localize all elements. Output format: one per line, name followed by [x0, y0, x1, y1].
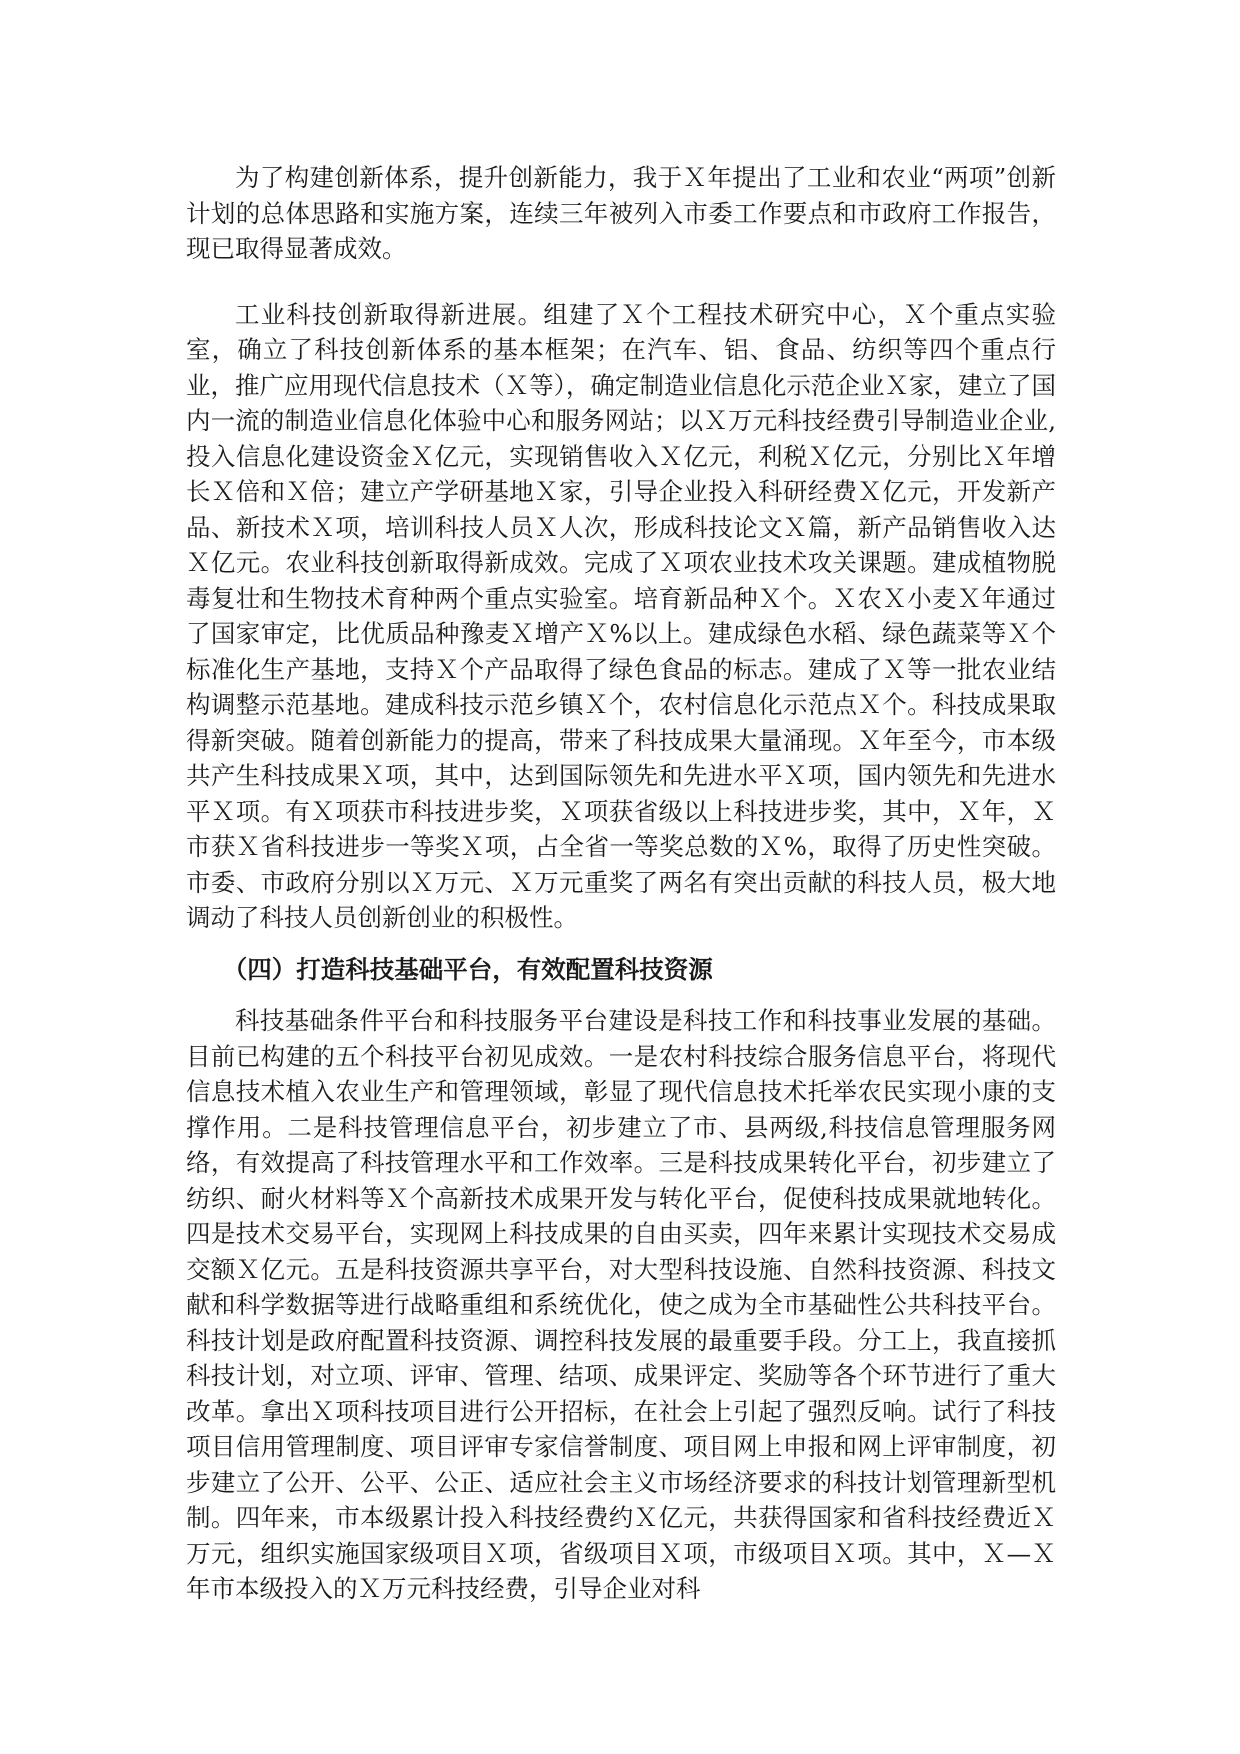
- intro-paragraph: 为了构建创新体系，提升创新能力，我于Ｘ年提出了工业和农业“两项”创新计划的总体思路和实施方案，连续三年被列入市委工作要点和市政府工作报告，现已取得显著成效。: [186, 163, 1056, 263]
- platform-paragraph: 科技基础条件平台和科技服务平台建设是科技工作和科技事业发展的基础。目前已构建的五个科技平台初见成效。一是农村科技综合服务信息平台，将现代信息技术植入农业生产和管理领域，彰显了现代信息技术托举农民实现小康的支撑作用。二是科技管理信息平台，初步建立了市、县两级,科技信息管理服务网络，有效提高了科技管理水平和工作效率。三是科技成果转化平台，初步建立了纺织、耐火材料等Ｘ个高新技术成果开发与转化平台，促使科技成果就地转化。四是技术交易平台，实现网上科技成果的自由买卖，四年来累计实现技术交易成交额Ｘ亿元。五是科技资源共享平台，对大型科技设施、自然科技资源、科技文献和科学数据等进行战略重组和系统优化，使之成为全市基础性公共科技平台。科技计划是政府配置科技资源、调控科技发展的最重要手段。分工上，我直接抓科技计划，对立项、评审、管理、结项、成果评定、奖励等各个环节进行了重大改革。拿出Ｘ项科技项目进行公开招标，在社会上引起了强烈反响。试行了科技项目信用管理制度、项目评审专家信誉制度、项目网上申报和网上评审制度，初步建立了公开、公平、公正、适应社会主义市场经济要求的科技计划管理新型机制。四年来，市本级累计投入科技经费约Ｘ亿元，共获得国家和省科技经费近Ｘ万元，组织实施国家级项目Ｘ项，省级项目Ｘ项，市级项目Ｘ项。其中，Ｘ—Ｘ年市本级投入的Ｘ万元科技经费，引导企业对科: [186, 1006, 1056, 1603]
- document-page: [186, 160, 1056, 1607]
- achievements-paragraph: 工业科技创新取得新进展。组建了Ｘ个工程技术研究中心，Ｘ个重点实验室，确立了科技创新体系的基本框架；在汽车、铝、食品、纺织等四个重点行业，推广应用现代信息技术（Ｘ等），确定制造业信息化示范企业Ｘ家，建立了国内一流的制造业信息化体验中心和服务网站；以Ｘ万元科技经费引导制造业企业,投入信息化建设资金Ｘ亿元，实现销售收入Ｘ亿元，利税Ｘ亿元，分别比Ｘ年增长Ｘ倍和Ｘ倍；建立产学研基地Ｘ家，引导企业投入科研经费Ｘ亿元，开发新产品、新技术Ｘ项，培训科技人员Ｘ人次，形成科技论文Ｘ篇，新产品销售收入达Ｘ亿元。农业科技创新取得新成效。完成了Ｘ项农业技术攻关课题。建成植物脱毒复壮和生物技术育种两个重点实验室。培育新品种Ｘ个。Ｘ农Ｘ小麦Ｘ年通过了国家审定，比优质品种豫麦Ｘ增产Ｘ%以上。建成绿色水稻、绿色蔬菜等Ｘ个标准化生产基地，支持Ｘ个产品取得了绿色食品的标志。建成了Ｘ等一批农业结构调整示范基地。建成科技示范乡镇Ｘ个，农村信息化示范点Ｘ个。科技成果取得新突破。随着创新能力的提高，带来了科技成果大量涌现。Ｘ年至今，市本级共产生科技成果Ｘ项，其中，达到国际领先和先进水平Ｘ项，国内领先和先进水平Ｘ项。有Ｘ项获市科技进步奖，Ｘ项获省级以上科技进步奖，其中，Ｘ年，Ｘ市获Ｘ省科技进步一等奖Ｘ项，占全省一等奖总数的Ｘ%，取得了历史性突破。市委、市政府分别以Ｘ万元、Ｘ万元重奖了两名有突出贡献的科技人员，极大地调动了科技人员创新创业的积极性。: [186, 299, 1056, 932]
- section-heading: （四）打造科技基础平台，有效配置科技资源: [222, 954, 713, 984]
